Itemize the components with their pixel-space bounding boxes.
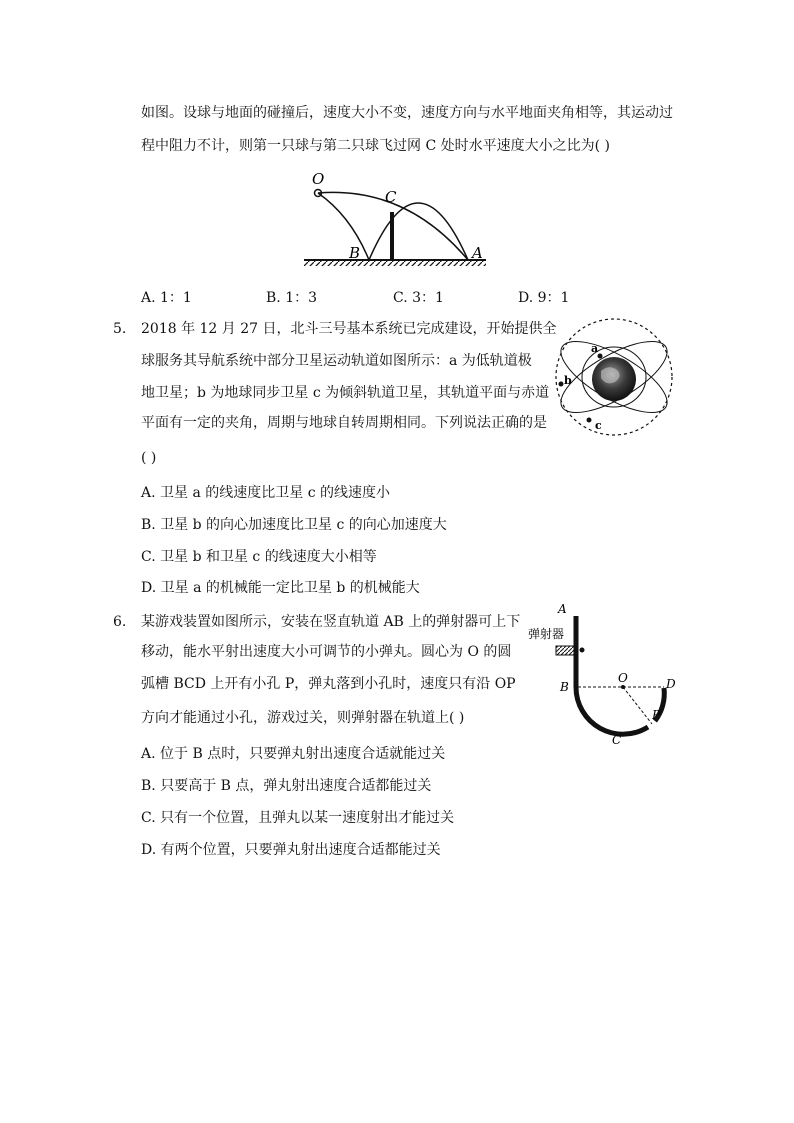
q4-option-d: D. 9：1 (518, 290, 570, 306)
satellite-c (587, 418, 592, 423)
q4-option-a: A. 1：1 (141, 290, 192, 306)
q5-option-a: A. 卫星 a 的线速度比卫星 c 的线速度小 (141, 485, 390, 501)
center-o (621, 685, 625, 689)
q5-number: 5. (113, 321, 127, 337)
label-b: B (560, 680, 569, 694)
net-post (390, 212, 394, 260)
q6-option-a: A. 位于 B 点时，只要弹丸射出速度合适就能过关 (141, 746, 446, 762)
q5-text-line-2: 球服务其导航系统中部分卫星运动轨道如图所示：a 为低轨道极 (141, 353, 532, 369)
q5-option-c: C. 卫星 b 和卫星 c 的线速度大小相等 (141, 549, 377, 565)
q4-text-line-2: 程中阻力不计，则第一只球与第二只球飞过网 C 处时水平速度大小之比为( ) (141, 138, 610, 154)
label-launcher: 弹射器 (528, 627, 565, 641)
label-c: C (612, 733, 622, 747)
q4-option-b: B. 1：3 (266, 290, 318, 306)
q6-text-line-2: 移动，能水平射出速度大小可调节的小弹丸。圆心为 O 的圆 (141, 644, 512, 660)
q5-text-line-1: 2018 年 12 月 27 日，北斗三号基本系统已完成建设，开始提供全 (141, 321, 557, 337)
label-a: A (472, 244, 483, 262)
label-o: O (312, 170, 325, 188)
line-op-dashed (623, 687, 652, 724)
satellite-a (598, 354, 603, 359)
q6-option-c: C. 只有一个位置，且弹丸以某一速度射出才能过关 (141, 810, 455, 826)
label-b: b (564, 374, 572, 387)
q5-text-line-4: 平面有一定的夹角，周期与地球自转周期相同。下列说法正确的是 (141, 415, 547, 431)
q6-figure-launcher (524, 600, 686, 750)
label-d: D (666, 677, 676, 691)
satellite-b (559, 382, 564, 387)
pellet (580, 648, 585, 653)
q6-text-line-4: 方向才能通过小孔，游戏过关，则弹射器在轨道上( ) (141, 710, 465, 726)
label-b: B (349, 244, 361, 262)
q4-text-line-1: 如图。设球与地面的碰撞后，速度大小不变，速度方向与水平地面夹角相等，其运动过 (141, 105, 673, 121)
q5-text-line-5: ( ) (141, 450, 157, 466)
q5-figure-orbits (551, 316, 677, 438)
label-o: O (618, 671, 628, 685)
label-a: a (591, 342, 599, 355)
q4-figure-trajectory (296, 166, 492, 272)
q6-option-d: D. 有两个位置，只要弹丸射出速度合适都能过关 (141, 842, 441, 858)
q5-text-line-3: 地卫星；b 为地球同步卫星 c 为倾斜轨道卫星，其轨道平面与赤道 (141, 385, 550, 401)
q5-option-b: B. 卫星 b 的向心加速度比卫星 c 的向心加速度大 (141, 517, 447, 533)
track-ab-and-arc-bc (576, 616, 648, 734)
q6-text-line-1: 某游戏装置如图所示，安装在竖直轨道 AB 上的弹射器可上下 (141, 614, 521, 630)
label-c: C (385, 188, 397, 206)
launcher-device (556, 646, 576, 655)
label-p: P (652, 708, 661, 722)
label-a: A (558, 602, 567, 616)
label-c: c (595, 419, 602, 432)
q6-number: 6. (113, 614, 127, 630)
q6-option-b: B. 只要高于 B 点，弹丸射出速度合适都能过关 (141, 778, 432, 794)
q4-option-c: C. 3：1 (393, 290, 444, 306)
q5-option-d: D. 卫星 a 的机械能一定比卫星 b 的机械能大 (141, 580, 420, 596)
q6-text-line-3: 弧槽 BCD 上开有小孔 P，弹丸落到小孔时，速度只有沿 OP (141, 676, 516, 692)
